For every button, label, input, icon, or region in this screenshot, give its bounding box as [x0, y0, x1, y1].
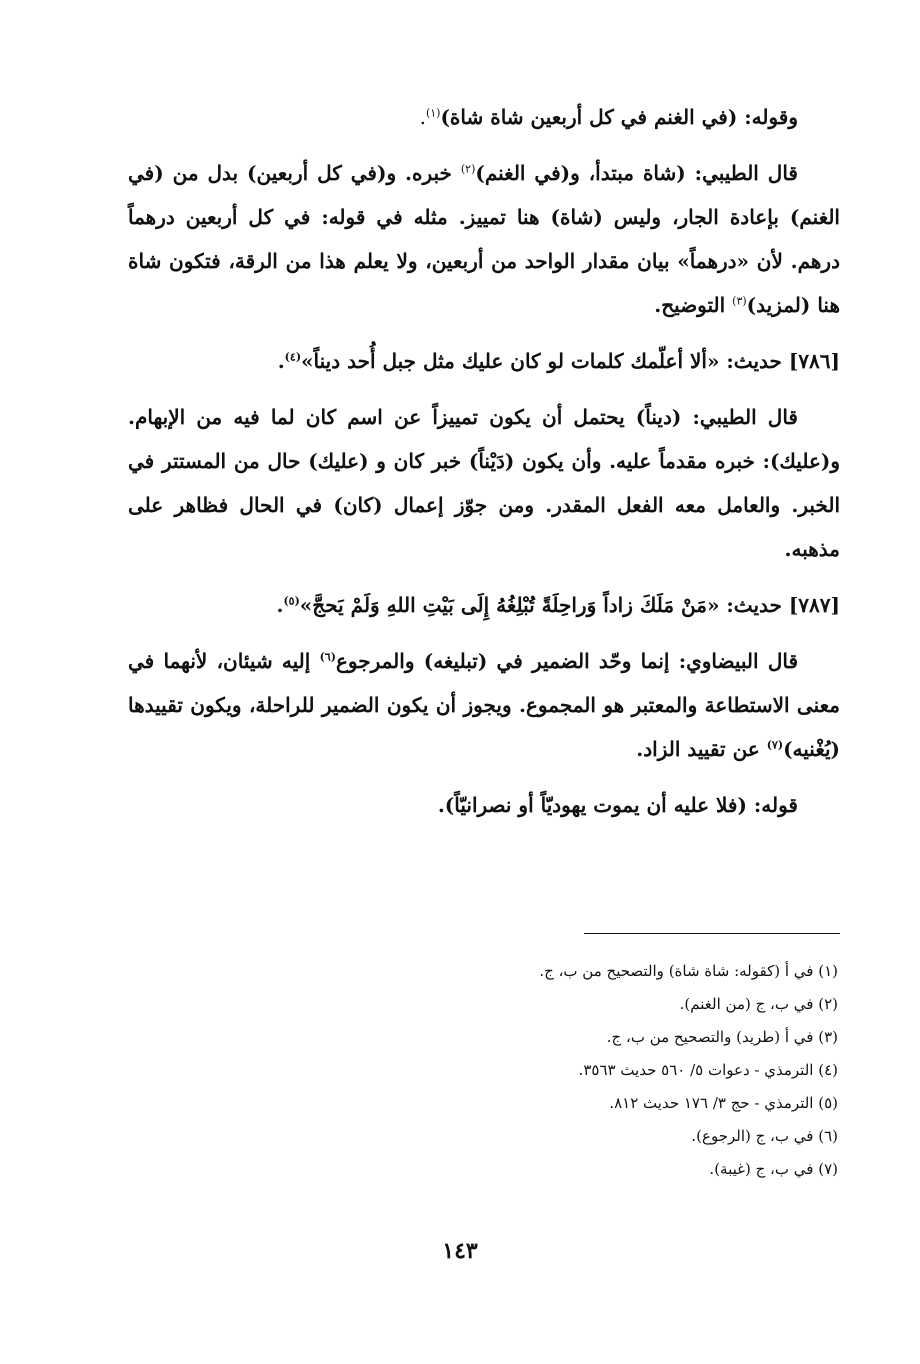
- paragraph-1-quote: (في الغنم في كل أربعين شاة شاة): [440, 105, 738, 129]
- hadith-787-label: [٧٨٧] حديث:: [719, 593, 840, 617]
- footnote-ref-1: (١): [425, 106, 441, 120]
- footnote-item: (٢) في ب، ج (من الغنم).: [679, 995, 838, 1013]
- paragraph-2-text-c: التوضيح.: [654, 293, 733, 317]
- hadith-786-label: [٧٨٦] حديث:: [719, 349, 840, 373]
- footnote-ref-6: (٦): [319, 650, 336, 664]
- footnote-ref-3: (٣): [732, 294, 747, 308]
- paragraph-1-lead: وقوله:: [737, 105, 798, 129]
- paragraph-1-tail: .: [419, 105, 426, 129]
- footnote-item: (٧) في ب، ج (غيبة).: [709, 1160, 838, 1178]
- hadith-787-text: «مَنْ مَلَكَ زاداً وَراحِلَةً تُبْلِغُهُ إِلَى بَيْتِ اللهِ وَلَمْ يَحجَّ»: [299, 593, 720, 617]
- paragraph-2-text-a: قال الطيبي: (شاة مبتدأ، و(في الغنم): [475, 161, 798, 185]
- paragraph-4-text-a: قال البيضاوي: إنما وحّد الضمير في (تبليغه) والمرجوع: [335, 649, 799, 673]
- hadith-787: [128, 583, 840, 627]
- footnotes-list: [128, 955, 840, 1186]
- paragraph-1: [128, 95, 840, 139]
- paragraph-3: [128, 395, 840, 571]
- footnote-item: (١) في أ (كقوله: شاة شاة) والتصحيح من ب، ج.: [539, 962, 838, 980]
- footnote-item: (٤) الترمذي - دعوات ٥/ ٥٦٠ حديث ٣٥٦٣.: [578, 1061, 838, 1079]
- footnote-divider: [584, 933, 840, 934]
- hadith-786-tail: .: [277, 349, 285, 373]
- footnote-item: (٥) الترمذي - حج ٣/ ١٧٦ حديث ٨١٢.: [609, 1094, 838, 1112]
- hadith-786-text: «ألا أعلّمك كلمات لو كان عليك مثل جبل أُحد ديناً»: [301, 349, 720, 373]
- paragraph-5: [128, 783, 840, 827]
- paragraph-4: [128, 639, 840, 771]
- footnote-ref-2: (٢): [460, 162, 476, 176]
- paragraph-5-tail: .: [437, 793, 445, 817]
- footnote-ref-7: (٧): [766, 738, 784, 752]
- paragraph-5-quote: (فلا عليه أن يموت يهوديّاً أو نصرانيّاً): [444, 793, 747, 817]
- paragraph-2-text-b: خبره. و(في كل أربعين) بدل من (في الغنم) بإعادة الجار، وليس (شاة) هنا تمييز. مثله في قوله: في كل أربعين درهماً درهم. لأن «درهماً» بيان مقدار الواحد من أربعين، ولا يعلم هذا من الرقة، فتكون شاة هنا (لمزيد): [128, 161, 840, 317]
- hadith-787-tail: .: [276, 593, 284, 617]
- paragraph-4-text-c: عن تقييد الزاد.: [636, 737, 767, 761]
- main-text: [128, 95, 840, 839]
- footnote-ref-5: (٥): [283, 594, 300, 608]
- page-number: ١٤٣: [442, 1238, 478, 1264]
- footnote-item: (٣) في أ (طريد) والتصحيح من ب، ج.: [606, 1028, 838, 1046]
- footnote-item: (٦) في ب، ج (الرجوع).: [691, 1127, 838, 1145]
- paragraph-3-text: قال الطيبي: (ديناً) يحتمل أن يكون تمييزاً عن اسم كان لما فيه من الإبهام. و(عليك): خبره مقدماً عليه. وأن يكون (دَيْناً) خبر كان و (عليك) حال من المستتر في الخبر. والعامل معه الفعل المقدر. ومن جوّز إعمال (كان) في الحال فظاهر على مذهبه.: [128, 405, 840, 561]
- paragraph-2: [128, 151, 840, 327]
- paragraph-4-text-b: إليه شيئان، لأنهما في معنى الاستطاعة والمعتبر هو المجموع. ويجوز أن يكون الضمير للراحلة، ويكون تقييدها (يُغْنيه): [128, 649, 841, 761]
- paragraph-5-lead: قوله:: [746, 793, 798, 817]
- footnote-ref-4: (٤): [284, 350, 302, 364]
- hadith-786: [128, 339, 840, 383]
